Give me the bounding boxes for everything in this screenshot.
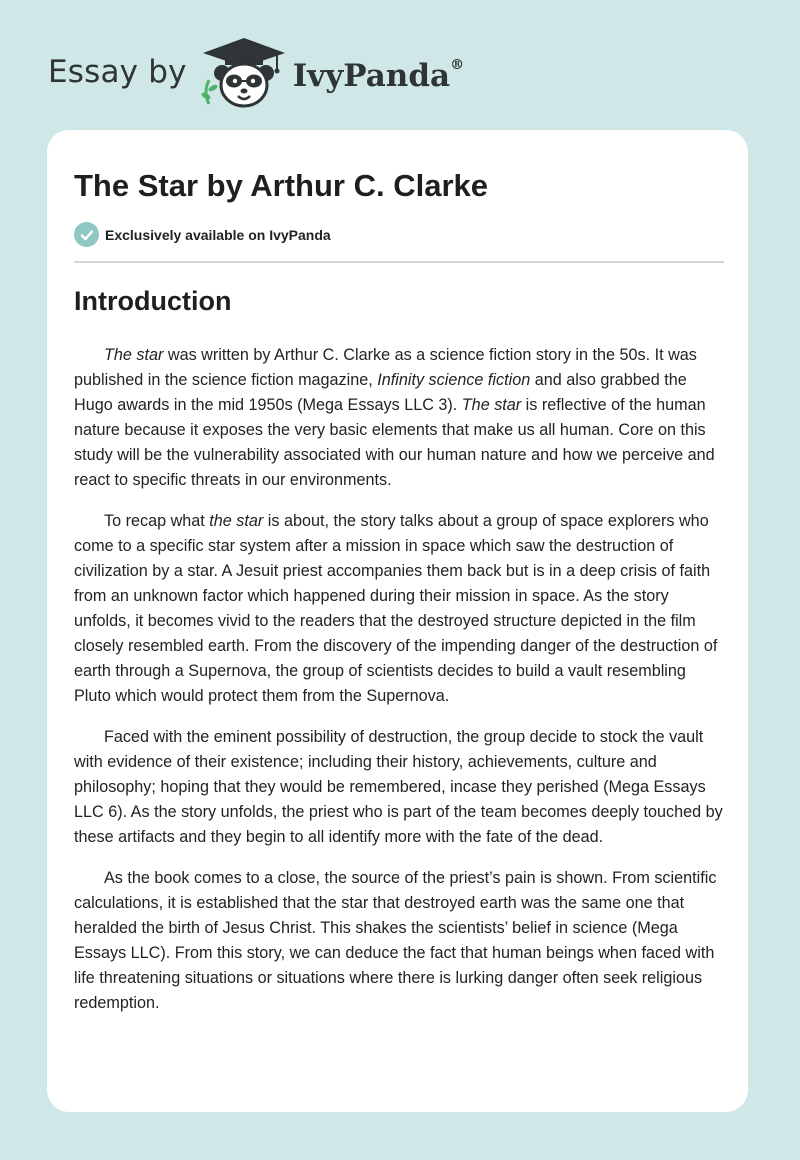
italic-title-text: the star bbox=[209, 512, 264, 530]
brand-text: IvyPanda bbox=[292, 58, 451, 94]
paragraph-text: To recap what bbox=[104, 512, 210, 530]
paragraph-text: was written by Arthur C. Clarke as a science fiction story in the 50s. It was published in the science fiction magazine, bbox=[74, 346, 697, 389]
registered-mark: ® bbox=[450, 56, 465, 73]
paragraph-text: As the book comes to a close, the source of the priest’s pain is shown. From scientific calculations, it is established that the star that destroyed earth was the same one that heralded the birth of Jesus Christ. This shakes the scientists’ belief in science (Mega Essays LLC). From this story, we can deduce the fact that human beings when faced with life threatening situations or situations where there is lurking danger often seek religious redemption. bbox=[74, 869, 717, 1012]
italic-title-text: The star bbox=[104, 346, 164, 364]
badge-label: Exclusively available on IvyPanda bbox=[105, 226, 331, 243]
paragraph bbox=[74, 725, 724, 850]
essay-title: The Star by Arthur C. Clarke bbox=[74, 168, 489, 203]
paragraph-text: is reflective of the human nature because it exposes the very basic elements that make us all human. Core on this study will be the vulnerability associated with our human nature and how we perceive and react to specific threats in our environments. bbox=[74, 396, 715, 489]
essay-card bbox=[47, 130, 748, 1112]
paragraph-text: and also grabbed the Hugo awards in the mid 1950s (Mega Essays LLC 3). bbox=[74, 371, 687, 414]
paragraph bbox=[74, 509, 724, 709]
essay-by-label: Essay by bbox=[48, 54, 187, 90]
panda-graduate-logo-icon[interactable] bbox=[201, 36, 287, 113]
essay-body bbox=[74, 343, 724, 1032]
site-header bbox=[48, 34, 464, 114]
paragraph-text: Faced with the eminent possibility of destruction, the group decide to stock the vault with evidence of their existence; including their history, achievements, culture and philosophy; hoping that they would be remembered, incase they perished (Mega Essays LLC 6). As the story unfolds, the priest who is part of the team becomes deeply touched by these artifacts and they begin to all identify more with the fate of the dead. bbox=[74, 728, 723, 846]
paragraph bbox=[74, 343, 724, 493]
brand-name[interactable] bbox=[293, 58, 464, 94]
italic-title-text: The star bbox=[461, 396, 522, 414]
title-divider bbox=[74, 261, 724, 263]
section-heading: Introduction bbox=[74, 286, 232, 316]
paragraph-text: is about, the story talks about a group of space explorers who come to a specific star system after a mission in space which saw the destruction of civilization by a star. A Jesuit priest accompanies them back but is in a deep crisis of faith from an unknown factor which happened during their mission in space. As the story unfolds, it becomes vivid to the readers that the destroyed structure depicted in the film closely resembled earth. From the discovery of the impending danger of the destruction of earth through a Supernova, the group of scientists decides to build a vault resembling Pluto which would protect them from the Supernova. bbox=[74, 512, 718, 705]
exclusive-badge bbox=[74, 222, 331, 247]
paragraph bbox=[74, 866, 724, 1016]
check-icon bbox=[74, 222, 99, 247]
italic-title-text: Infinity science fiction bbox=[377, 371, 531, 389]
